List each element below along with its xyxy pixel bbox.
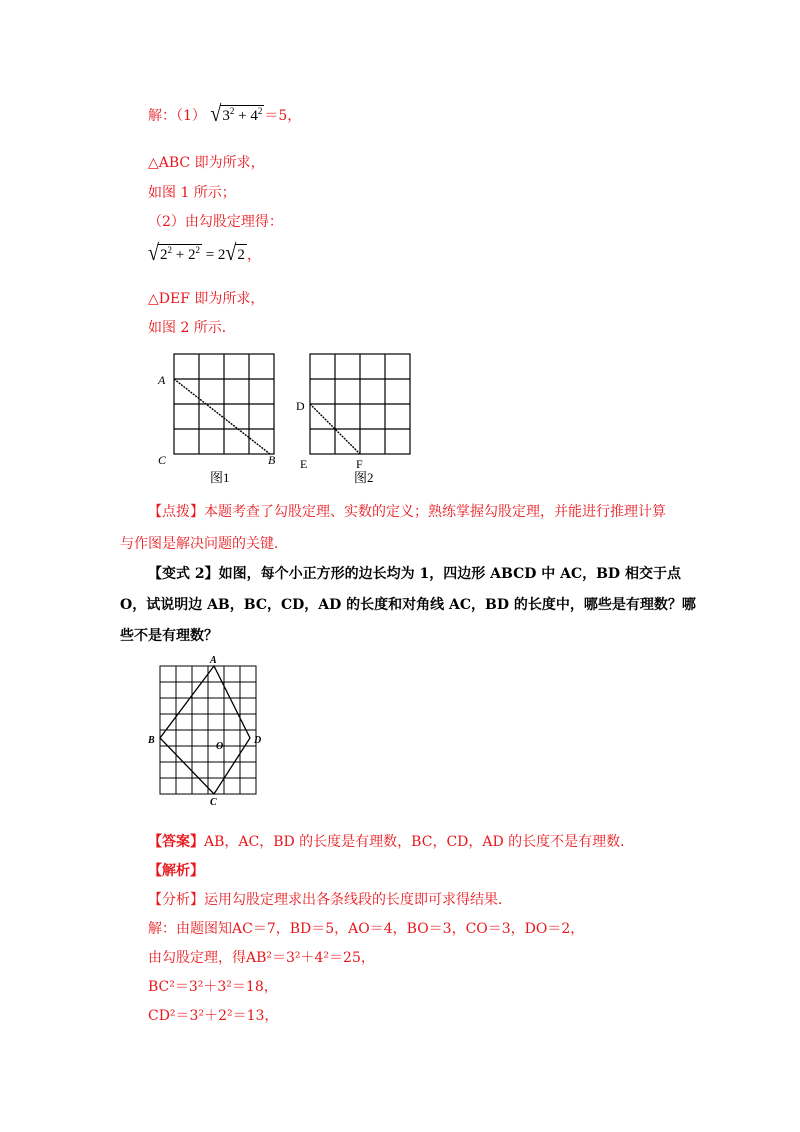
tip-line-1 bbox=[148, 502, 666, 522]
def-statement: △DEF 即为所求， bbox=[148, 291, 265, 307]
figure-2-caption: 图2 bbox=[354, 470, 374, 485]
point-a-label: A bbox=[210, 655, 217, 666]
variant-line-1 bbox=[148, 564, 681, 584]
figure-2-reference: 如图 2 所示． bbox=[148, 320, 236, 336]
point-b-label: B bbox=[268, 453, 276, 467]
variant-label: 【变式 2】 bbox=[148, 566, 219, 582]
abc-statement: △ABC 即为所求， bbox=[148, 155, 265, 171]
point-c-label: C bbox=[158, 453, 167, 467]
solution-line-1 bbox=[148, 101, 302, 127]
fenxi-label: 【分析】 bbox=[148, 892, 204, 908]
point-f-label: F bbox=[356, 457, 363, 471]
tip-line-2: 与作图是解决问题的关键． bbox=[120, 536, 288, 552]
point-e-label: E bbox=[300, 457, 308, 471]
figure-1-caption: 图1 bbox=[210, 470, 230, 485]
answer-text: AB，AC，BD 的长度是有理数，BC，CD，AD 的长度不是有理数． bbox=[204, 834, 635, 850]
sqrt-result-1: ＝5， bbox=[264, 108, 302, 124]
figure-1-reference: 如图 1 所示； bbox=[148, 185, 236, 201]
tip-text: 本题考查了勾股定理、实数的定义；熟练掌握勾股定理，并能进行推理计算 bbox=[204, 504, 666, 520]
variant-line-2: O，试说明边 AB，BC，CD，AD 的长度和对角线 AC，BD 的长度中，哪些是有理数？哪 bbox=[120, 597, 696, 613]
segment-ab bbox=[174, 379, 270, 454]
point-d-label: D bbox=[254, 735, 262, 746]
point-b-label: B bbox=[148, 735, 155, 746]
item-2-heading: （2）由勾股定理得： bbox=[148, 214, 283, 230]
figure-1-grid bbox=[150, 348, 290, 488]
figure-2-grid bbox=[292, 348, 422, 488]
equation-cd: CD²＝3²＋2²＝13， bbox=[148, 1008, 279, 1024]
sqrt-expression-2: $√2^2 + 2^2 = 2√2$ ， bbox=[148, 240, 262, 266]
item-1-marker: （1） bbox=[176, 108, 206, 124]
equation-ab: 由勾股定理，得AB²＝3²＋4²＝25， bbox=[148, 950, 375, 966]
point-c-label: C bbox=[210, 797, 217, 808]
point-d-label: D bbox=[296, 399, 305, 413]
solution-segments-line: 解：由题图知AC＝7，BD＝5，AO＝4，BO＝3，CO＝3，DO＝2， bbox=[148, 921, 585, 937]
fenxi-text: 运用勾股定理求出各条线段的长度即可求得结果． bbox=[204, 892, 512, 908]
solution-label: 解： bbox=[148, 108, 176, 124]
fenxi-line bbox=[148, 890, 512, 910]
answer-label: 【答案】 bbox=[148, 834, 204, 850]
tip-label: 【点拨】 bbox=[148, 504, 204, 520]
point-a-label: A bbox=[158, 373, 166, 387]
equation-bc: BC²＝3²＋3²＝18， bbox=[148, 979, 278, 995]
figure-3-quadrilateral bbox=[144, 652, 274, 812]
variant-text-1: 如图，每个小正方形的边长均为 1，四边形 ABCD 中 AC，BD 相交于点 bbox=[218, 566, 681, 582]
variant-line-3: 些不是有理数？ bbox=[120, 628, 218, 644]
analysis-label: 【解析】 bbox=[148, 863, 204, 879]
sqrt-expression-1: $√3^2 + 4^2$ bbox=[210, 101, 263, 127]
answer-line bbox=[148, 832, 634, 852]
point-o-label: O bbox=[216, 741, 224, 752]
